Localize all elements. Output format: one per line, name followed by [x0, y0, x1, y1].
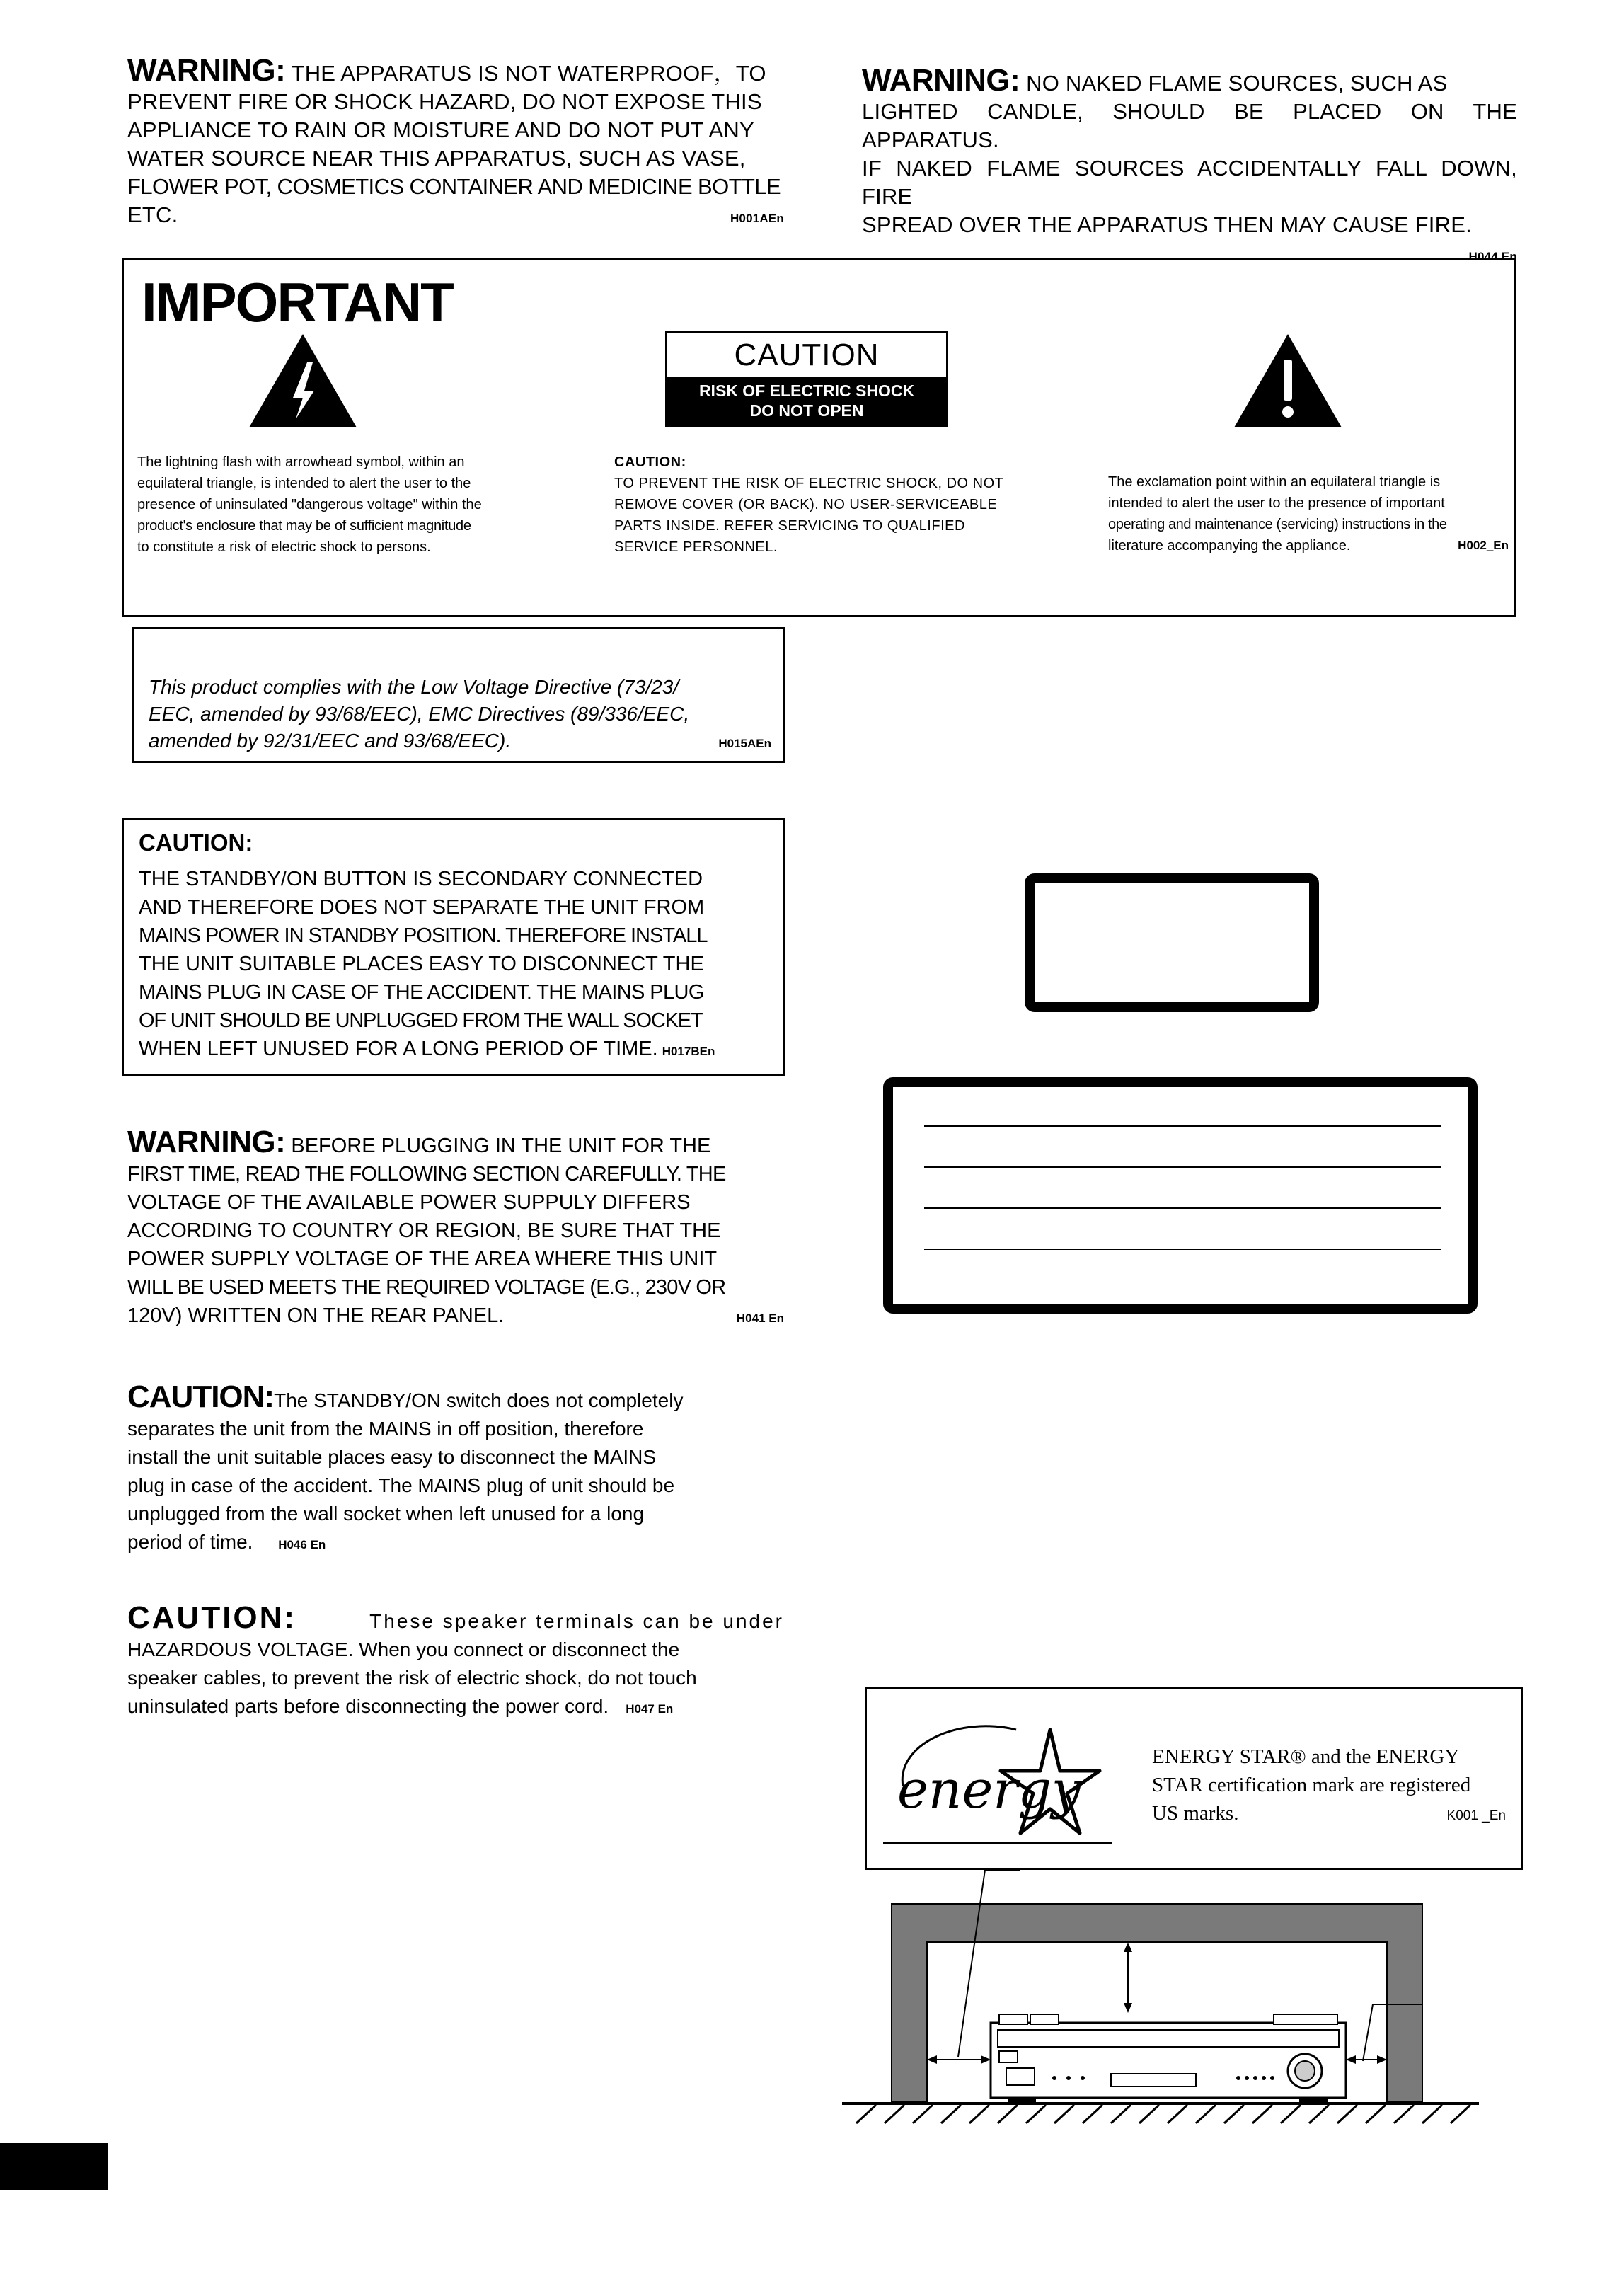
speaker-caution: CAUTION: These speaker terminals can be under HAZARDOUS VOLTAGE. When you connect or disconnect the speaker cables, to prevent the risk of electric shock, do not touch uninsulated parts before disconnecting the power cord. H047 En — [127, 1600, 784, 1717]
doc-code: H015AEn — [718, 737, 771, 750]
doc-code: H017BEn — [662, 1045, 715, 1058]
lightning-warning-icon — [246, 331, 359, 430]
blank-label-frame — [1025, 873, 1319, 1012]
receiver-unit — [991, 2014, 1346, 2103]
blank-lines-frame — [883, 1077, 1478, 1314]
doc-code: K001 _En — [1446, 1808, 1506, 1823]
doc-code: H046 En — [278, 1538, 326, 1551]
blank-line — [924, 1207, 1441, 1209]
warning-lead: WARNING: — [127, 53, 286, 88]
doc-code: H047 En — [626, 1702, 674, 1716]
doc-code: H041 En — [736, 1311, 784, 1325]
switch-caution: CAUTION:The STANDBY/ON switch does not completely separates the unit from the MAINS in off position, therefore install the unit suitable places easy to disconnect the MAINS plug in case of the accident. The MAINS plug of unit should be unplugged from the wall socket when left unused for a long period of time. H046 En — [127, 1379, 684, 1553]
lightning-description: The lightning flash with arrowhead symbol, within an equilateral triangle, is intended to alert the user to the presence of uninsulated "dangerous voltage" within the product's enclosure that may be of sufficient magnitude to constitute a risk of electric shock to persons. — [137, 454, 482, 555]
warning-lead: WARNING: — [862, 63, 1020, 98]
risk-of-shock-banner: RISK OF ELECTRIC SHOCK DO NOT OPEN — [667, 377, 946, 425]
caution-lead: CAUTION: — [127, 1600, 297, 1635]
blank-line — [924, 1125, 1441, 1127]
energy-star-text: ENERGY STAR® and the ENERGY STAR certification mark are registered US marks. K001 _En — [1152, 1743, 1506, 1830]
exclamation-warning-icon — [1231, 331, 1344, 430]
exclamation-description: The exclamation point within an equilateral triangle is intended to alert the user to the presence of important operating and maintenance (servicing) instructions in the literature accompanying the appliance. H002_En — [1108, 471, 1509, 556]
warning-lead: WARNING: — [127, 1125, 286, 1159]
compliance-text: This product complies with the Low Voltage Directive (73/23/ EEC, amended by 93/68/EEC), EMC Directives (89/336/EEC, amended by 92/31/EEC and 93/68/EEC). H015AEn — [149, 674, 771, 757]
ventilation-clearance-diagram — [842, 1869, 1507, 2166]
blank-line — [924, 1166, 1441, 1168]
standby-caution-heading: CAUTION: — [139, 830, 253, 856]
plug-warning: WARNING: BEFORE PLUGGING IN THE UNIT FOR THE FIRST TIME, READ THE FOLLOWING SECTION CAREFULLY. THE VOLTAGE OF THE AVAILABLE POWER SUPPULY DIFFERS ACCORDING TO COUNTRY OR REGION, BE SURE THAT THE POWER SUPPLY VOLTAGE OF THE AREA WHERE THIS UNIT WILL BE USED MEETS THE REQUIRED VOLTAGE (E.G., 230V OR 120V) WRITTEN ON THE REAR PANEL. H041 En — [127, 1128, 784, 1333]
energy-star-logo — [875, 1709, 1115, 1850]
caution-label: CAUTION RISK OF ELECTRIC SHOCK DO NOT OPEN — [665, 331, 948, 427]
blank-line — [924, 1249, 1441, 1250]
standby-caution-text: THE STANDBY/ON BUTTON IS SECONDARY CONNECTED AND THEREFORE DOES NOT SEPARATE THE UNIT FROM MAINS POWER IN STANDBY POSITION. THEREFORE INSTALL THE UNIT SUITABLE PLACES EASY TO DISCONNECT THE MAINS PLUG IN CASE OF THE ACCIDENT. THE MAINS PLUG OF UNIT SHOULD BE UNPLUGGED FROM THE WALL SOCKET WHEN LEFT UNUSED FOR A LONG PERIOD OF TIME. H017BEn — [139, 868, 715, 1060]
warning-waterproof: WARNING: THE APPARATUS IS NOT WATERPROOF，TO PREVENT FIRE OR SHOCK HAZARD, DO NOT EXPOSE THIS APPLIANCE TO RAIN OR MOISTURE AND DO NOT PUT ANY WATER SOURCE NEAR THIS APPARATUS, SUCH AS VASE, FLOWER POT, COSMETICS CONTAINER AND MEDICINE BOTTLE ETC. H001AEn — [127, 57, 784, 233]
svg-text:energy: energy — [897, 1760, 1081, 1820]
doc-code: H001AEn — [730, 212, 784, 225]
important-title: IMPORTANT — [142, 271, 453, 333]
doc-code: H002_En — [1458, 539, 1509, 552]
page-number-tab — [0, 2143, 108, 2190]
caution-lead: CAUTION: — [127, 1379, 275, 1414]
caution-description: CAUTION: TO PREVENT THE RISK OF ELECTRIC SHOCK, DO NOT REMOVE COVER (OR BACK). NO USER-SERVICEABLE PARTS INSIDE. REFER SERVICING TO QUALIFIED SERVICE PERSONNEL. — [614, 454, 1004, 555]
doc-code: H044 En — [1468, 250, 1517, 263]
warning-naked-flame: WARNING: NO NAKED FLAME SOURCES, SUCH AS LIGHTED CANDLE, SHOULD BE PLACED ON THE APPARATUS. IF NAKED FLAME SOURCES ACCIDENTALLY FALL DOWN, FIRE SPREAD OVER THE APPARATUS THEN MAY CAUSE FIRE. H044 En — [862, 63, 1517, 263]
